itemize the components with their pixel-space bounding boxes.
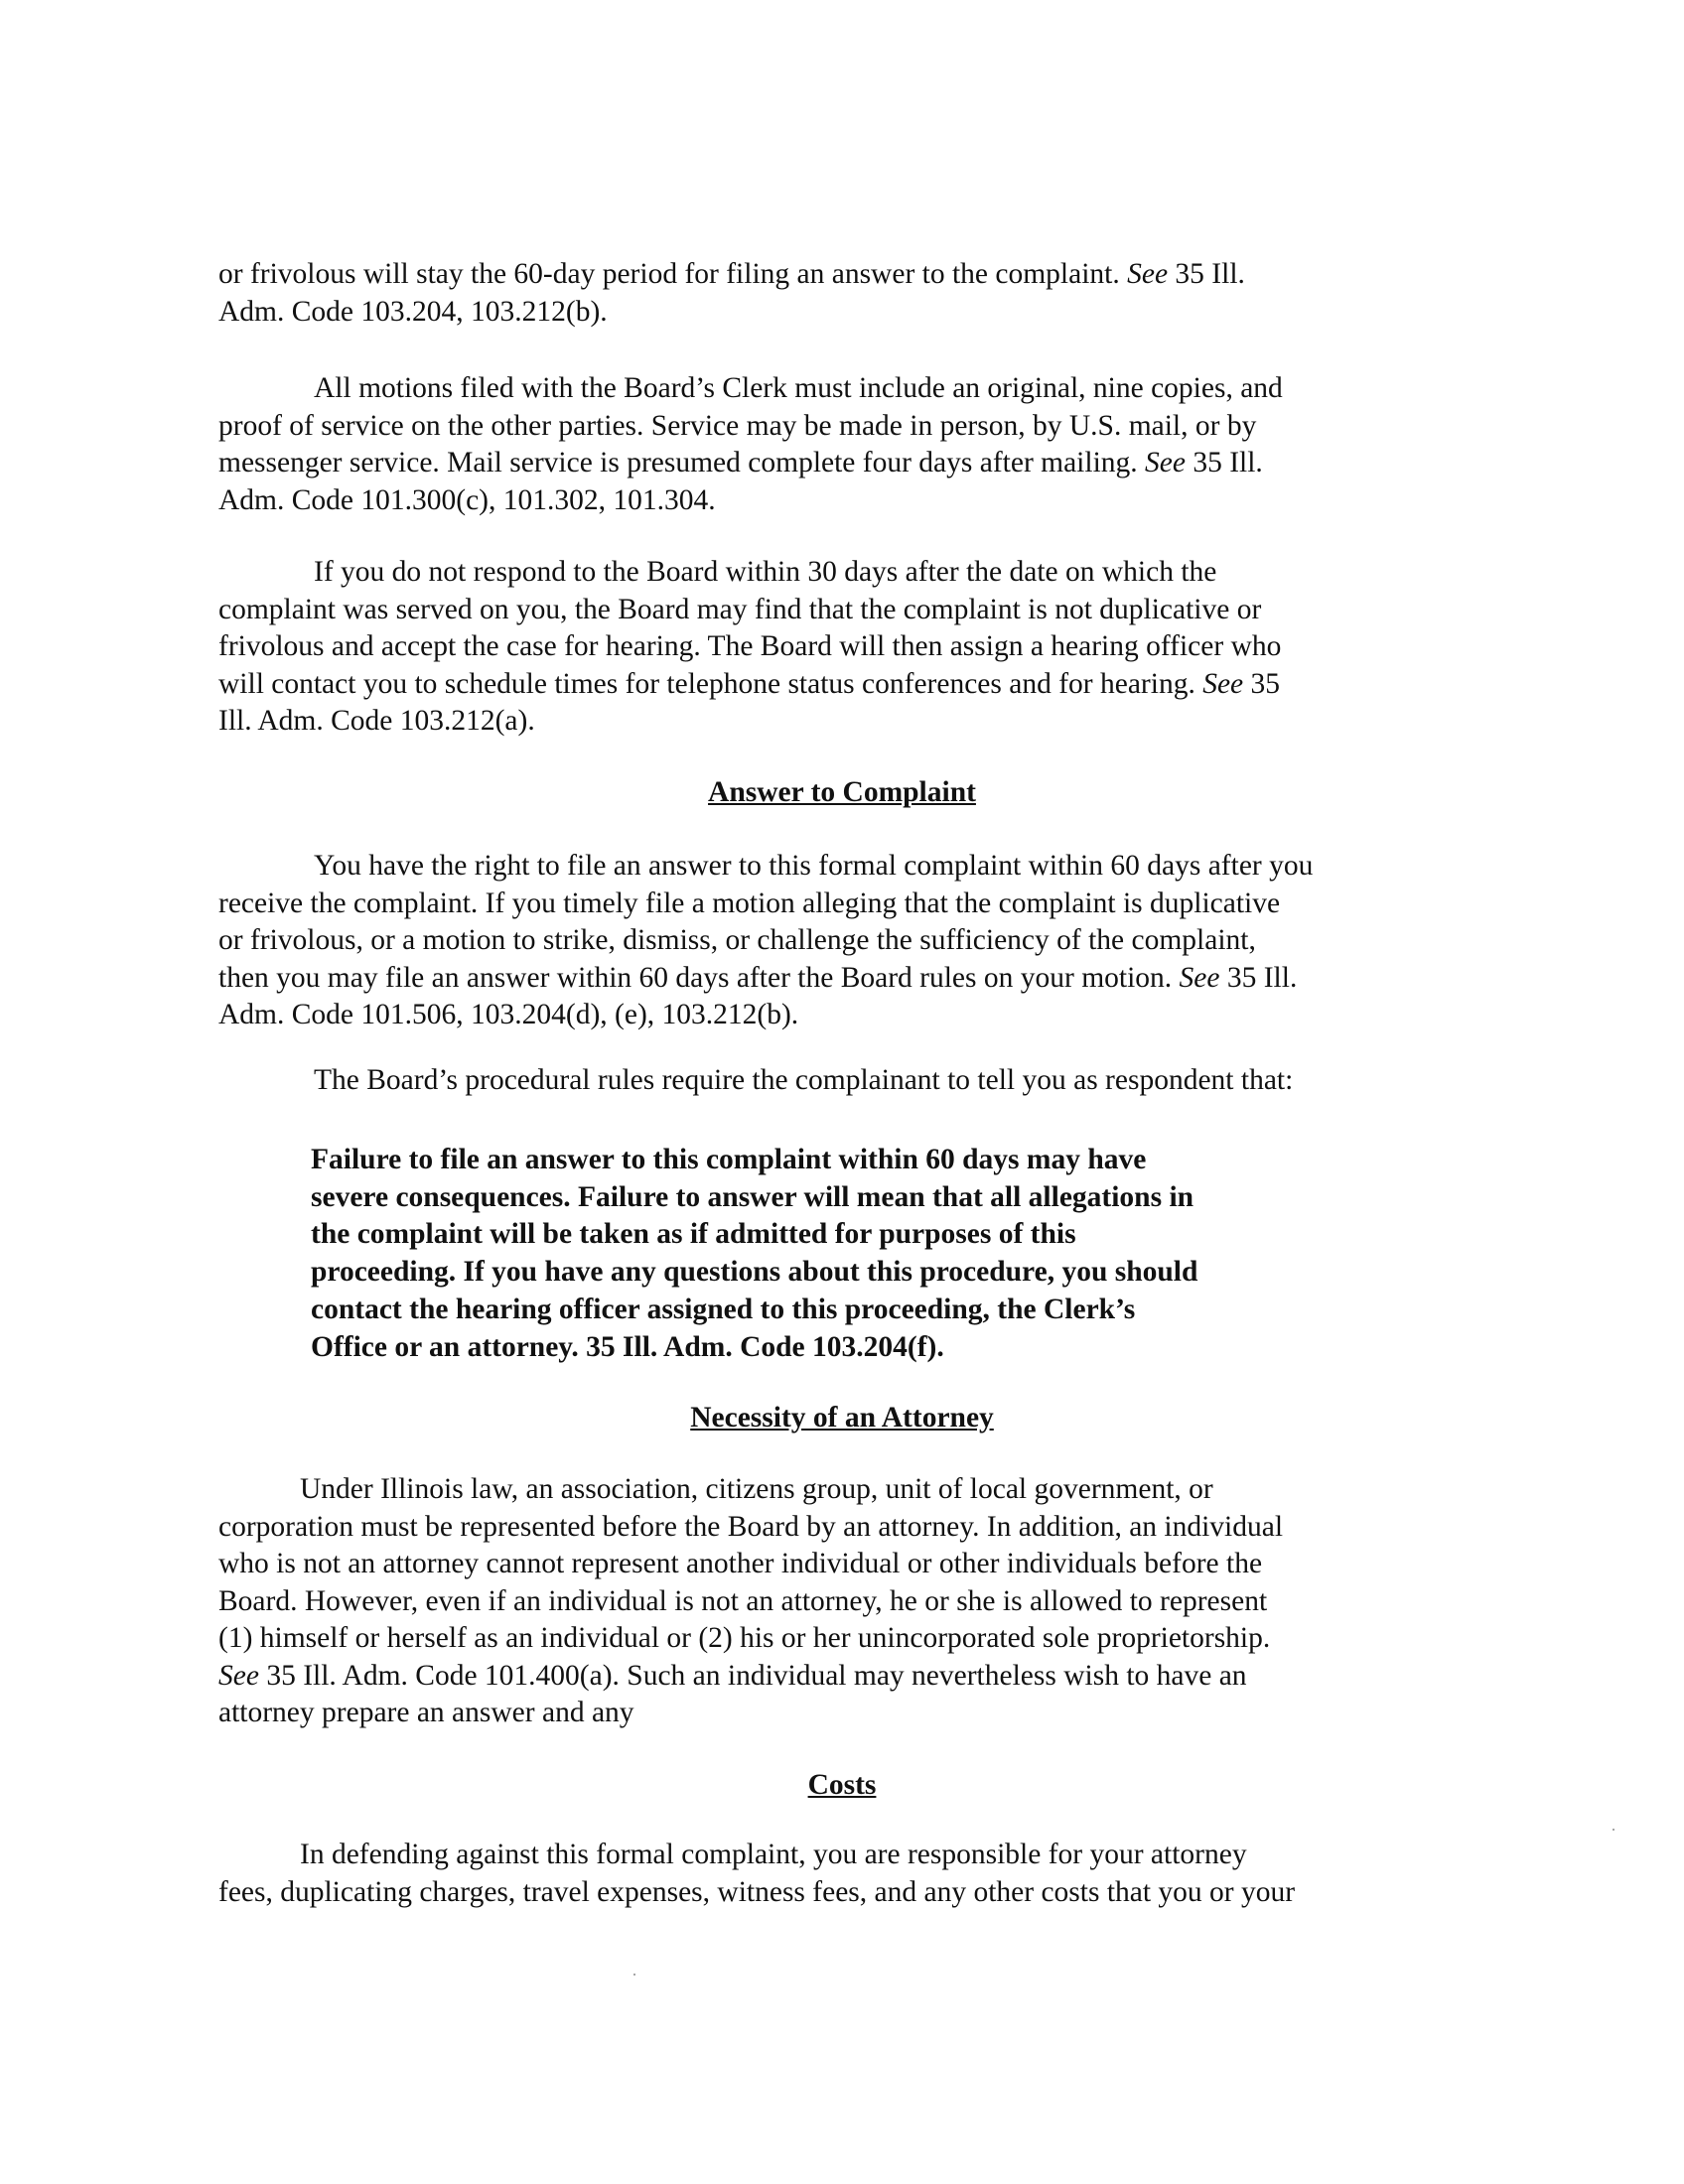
text-span: then you may file an answer within 60 days after the Board rules on your motion. bbox=[218, 961, 1173, 994]
text-line: Under Illinois law, an association, citizens group, unit of local government, or bbox=[300, 1473, 1213, 1505]
text-line bbox=[218, 960, 1430, 998]
notice-line: proceeding. If you have any questions about this procedure, you should bbox=[311, 1256, 1198, 1289]
text-line: The Board’s procedural rules require the complainant to tell you as respondent that: bbox=[314, 1064, 1294, 1096]
scan-speck bbox=[633, 1974, 635, 1976]
text-span: 35 Ill. bbox=[1193, 447, 1263, 478]
notice-line: Failure to file an answer to this complaint within 60 days may have bbox=[311, 1144, 1147, 1175]
text-line: corporation must be represented before the Board by an attorney. In addition, an individual bbox=[218, 1510, 1284, 1543]
text-line: receive the complaint. If you timely file a motion alleging that the complaint is duplicative bbox=[218, 887, 1281, 919]
paragraph-right-to-answer bbox=[218, 848, 1430, 1034]
text-line: Adm. Code 101.300(c), 101.302, 101.304. bbox=[218, 483, 716, 516]
notice-line: the complaint will be taken as if admitted for purposes of this bbox=[311, 1218, 1076, 1251]
text-line bbox=[218, 256, 1430, 294]
text-line: who is not an attorney cannot represent another individual or other individuals before the bbox=[218, 1548, 1263, 1579]
text-line: (1) himself or herself as an individual or (2) his or her unincorporated sole proprietorship. bbox=[218, 1622, 1271, 1654]
text-line: proof of service on the other parties. Service may be made in person, by U.S. mail, or by bbox=[218, 409, 1257, 442]
scan-speck bbox=[1613, 1829, 1614, 1831]
text-line: Adm. Code 101.506, 103.204(d), (e), 103.212(b). bbox=[218, 999, 799, 1030]
see-signal: See bbox=[1179, 961, 1220, 994]
text-span: 35 Ill. bbox=[1226, 961, 1298, 994]
text-line bbox=[218, 1658, 1430, 1696]
text-line: All motions filed with the Board’s Clerk must include an original, nine copies, and bbox=[314, 372, 1283, 404]
text-line bbox=[218, 445, 1430, 482]
paragraph-attorney-requirement bbox=[218, 1471, 1430, 1732]
paragraph-no-response bbox=[218, 554, 1430, 741]
text-line: Ill. Adm. Code 103.212(a). bbox=[218, 705, 535, 737]
text-line: You have the right to file an answer to this formal complaint within 60 days after you bbox=[314, 850, 1314, 882]
paragraph-answer-stay bbox=[218, 256, 1430, 331]
paragraph-motions-filing bbox=[218, 370, 1430, 519]
text-line: complaint was served on you, the Board may find that the complaint is not duplicative or bbox=[218, 593, 1262, 625]
text-line bbox=[218, 666, 1430, 704]
text-span: 35 Ill. Adm. Code 101.400(a). Such an individual may nevertheless wish to have an bbox=[266, 1659, 1247, 1692]
see-signal: See bbox=[218, 1659, 259, 1692]
notice-failure-to-answer bbox=[311, 1142, 1403, 1366]
text-line: fees, duplicating charges, travel expenses, witness fees, and any other costs that you or your bbox=[218, 1875, 1296, 1908]
text-span: will contact you to schedule times for telephone status conferences and for hearing. bbox=[218, 667, 1195, 700]
see-signal: See bbox=[1127, 258, 1169, 290]
paragraph-costs bbox=[218, 1837, 1430, 1911]
heading-costs: Costs bbox=[807, 1769, 877, 1801]
notice-line: severe consequences. Failure to answer will mean that all allegations in bbox=[311, 1180, 1194, 1213]
text-span: or frivolous will stay the 60-day period for filing an answer to the complaint. bbox=[218, 258, 1120, 290]
paragraph-procedural-rules bbox=[218, 1062, 1430, 1100]
text-line: Board. However, even if an individual is not an attorney, he or she is allowed to represent bbox=[218, 1584, 1268, 1617]
notice-line: Office or an attorney. 35 Ill. Adm. Code 103.204(f). bbox=[311, 1330, 944, 1363]
heading-necessity-of-attorney: Necessity of an Attorney bbox=[690, 1402, 994, 1433]
text-span: 35 Ill. bbox=[1175, 258, 1245, 290]
see-signal: See bbox=[1145, 447, 1186, 478]
text-line: In defending against this formal complaint, you are responsible for your attorney bbox=[300, 1839, 1247, 1870]
see-signal: See bbox=[1202, 667, 1244, 700]
text-line: frivolous and accept the case for hearing. The Board will then assign a hearing officer who bbox=[218, 630, 1282, 662]
text-line: attorney prepare an answer and any bbox=[218, 1697, 634, 1728]
text-line: If you do not respond to the Board within 30 days after the date on which the bbox=[314, 556, 1217, 588]
text-line: or frivolous, or a motion to strike, dismiss, or challenge the sufficiency of the complaint, bbox=[218, 924, 1256, 956]
text-span: 35 bbox=[1250, 667, 1281, 700]
notice-line: contact the hearing officer assigned to this proceeding, the Clerk’s bbox=[311, 1293, 1136, 1325]
text-span: messenger service. Mail service is presumed complete four days after mailing. bbox=[218, 447, 1138, 478]
text-line: Adm. Code 103.204, 103.212(b). bbox=[218, 295, 608, 328]
heading-answer-to-complaint: Answer to Complaint bbox=[708, 776, 976, 808]
